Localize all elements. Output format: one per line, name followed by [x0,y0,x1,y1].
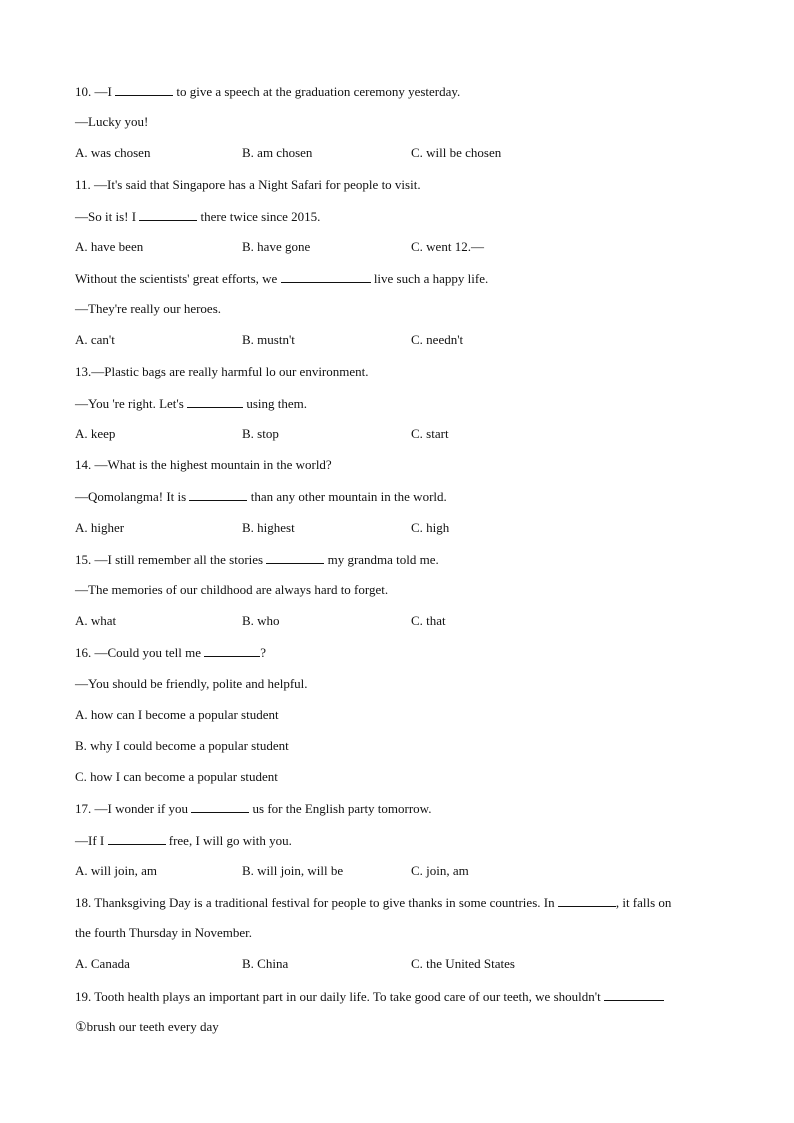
option-c: C. needn't [411,332,464,347]
option-b: B. will join, will be [242,863,344,878]
stem-text: ? [260,645,267,660]
answer-blank [108,832,166,845]
answer-blank [189,488,247,501]
stem-text: Without the scientists' great efforts, we [75,271,281,286]
option-a: A. Canada [75,956,130,971]
option-a: A. will join, am [75,863,157,878]
reply-text: free, I will go with you. [165,833,292,848]
option-c: C. high [411,520,450,535]
option-c: C. went 12.— [411,239,484,254]
option-b: B. am chosen [242,145,313,160]
question-11-stem: 11. —It's said that Singapore has a Night Safari for people to visit. [75,177,421,192]
stem-text: 10. —I [75,84,116,99]
answer-blank [187,395,243,408]
reply-text: —Qomolangma! It is [75,489,190,504]
answer-blank [266,551,324,564]
option-a: A. higher [75,520,125,535]
answer-blank [604,988,664,1001]
question-12-reply: —They're really our heroes. [75,301,222,316]
stem-text: 19. Tooth health plays an important part in our daily life. To take good care of our teeth, we shouldn't [75,989,604,1004]
stem-text: 17. —I wonder if you [75,801,192,816]
question-18-stem [75,894,671,911]
reply-text: there twice since 2015. [197,209,321,224]
stem-text: my grandma told me. [324,552,439,567]
option-b: B. stop [242,426,279,441]
stem-text: live such a happy life. [370,271,489,286]
question-19-item-1: ①brush our teeth every day [75,1019,219,1034]
answer-blank [139,208,197,221]
question-12-stem [75,270,488,287]
question-18-stem-cont: the fourth Thursday in November. [75,925,253,940]
question-14-reply [75,488,447,505]
question-15-stem [75,551,439,568]
question-15-reply: —The memories of our childhood are always hard to forget. [75,582,389,597]
question-10-stem [75,83,460,100]
option-a: A. was chosen [75,145,151,160]
option-a: A. keep [75,426,116,441]
option-b: B. mustn't [242,332,295,347]
question-17-stem [75,800,431,817]
question-16-reply: —You should be friendly, polite and helpful. [75,676,308,691]
option-c: C. the United States [411,956,515,971]
answer-blank [191,800,249,813]
question-16-stem [75,644,266,661]
option-a: A. have been [75,239,144,254]
option-b: B. highest [242,520,295,535]
option-c: C. start [411,426,449,441]
stem-text: to give a speech at the graduation ceremony yesterday. [173,84,461,99]
option-c: C. will be chosen [411,145,502,160]
reply-text: using them. [243,396,307,411]
option-a: A. what [75,613,117,628]
stem-text: 16. —Could you tell me [75,645,205,660]
option-a: A. how can I become a popular student [75,707,279,722]
answer-blank [204,644,260,657]
question-14-stem: 14. —What is the highest mountain in the world? [75,457,332,472]
question-10-reply: —Lucky you! [75,114,149,129]
option-a: A. can't [75,332,115,347]
answer-blank [281,270,371,283]
answer-blank [115,83,173,96]
reply-text: than any other mountain in the world. [247,489,447,504]
question-11-reply [75,208,320,225]
option-b: B. have gone [242,239,311,254]
option-c: C. join, am [411,863,469,878]
stem-text: , it falls on [615,895,672,910]
stem-text: us for the English party tomorrow. [249,801,432,816]
option-c: C. how I can become a popular student [75,769,278,784]
reply-text: —So it is! I [75,209,140,224]
option-b: B. why I could become a popular student [75,738,289,753]
option-b: B. who [242,613,280,628]
question-19-stem [75,988,664,1005]
question-13-stem: 13.—Plastic bags are really harmful lo our environment. [75,364,369,379]
reply-text: —You 're right. Let's [75,396,188,411]
stem-text: 18. Thanksgiving Day is a traditional festival for people to give thanks in some countries. In [75,895,558,910]
question-17-reply [75,832,292,849]
reply-text: —If I [75,833,108,848]
stem-text: 15. —I still remember all the stories [75,552,267,567]
option-b: B. China [242,956,289,971]
option-c: C. that [411,613,446,628]
answer-blank [558,894,616,907]
question-13-reply [75,395,307,412]
